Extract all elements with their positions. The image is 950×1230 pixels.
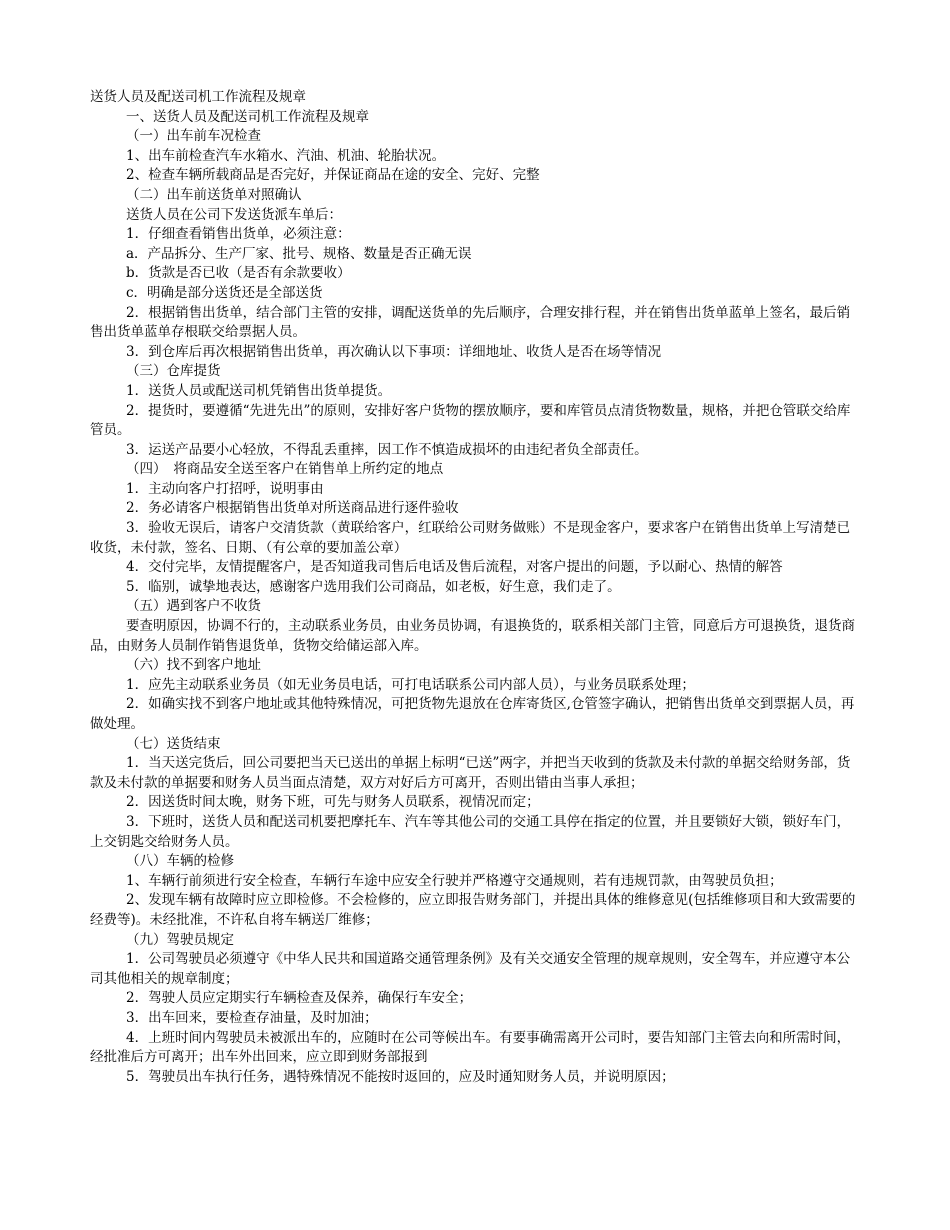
paragraph: 2、检查车辆所载商品是否完好，并保证商品在途的安全、完好、完整 <box>126 167 540 184</box>
document-body <box>90 88 860 1087</box>
document-title: 送货人员及配送司机工作流程及规章 <box>90 89 306 105</box>
paragraph: 2．根据销售出货单，结合部门主管的安排，调配送货单的先后顺序，合理安排行程，并在销售出货单蓝单上签名，最后销售出货单蓝单存根联交给票据人员。 <box>90 304 851 341</box>
paragraph: 送货人员在公司下发送货派车单后： <box>126 206 342 223</box>
section-heading: （六）找不到客户地址 <box>126 657 261 674</box>
section-heading: （一）出车前车况检查 <box>126 128 261 145</box>
paragraph: 4．上班时间内驾驶员未被派出车的，应随时在公司等候出车。有要事确需离开公司时，要告知部门主管去向和所需时间，经批准后方可离开；出车外出回来，应立即到财务部报到 <box>90 1029 851 1066</box>
section-heading: （二）出车前送货单对照确认 <box>126 186 302 203</box>
paragraph: 3．运送产品要小心轻放，不得乱丢重摔，因工作不慎造成损坏的由违纪者负全部责任。 <box>126 441 648 458</box>
paragraph: 1．主动向客户打招呼，说明事由 <box>126 480 324 497</box>
paragraph: 2、发现车辆有故障时应立即检修。不会检修的，应立即报告财务部门，并提出具体的维修意见(包括维修项目和大致需要的经费等)。未经批准，不许私自将车辆送厂维修； <box>90 892 856 928</box>
section-heading: （九）驾驶员规定 <box>126 931 234 948</box>
paragraph: 1．送货人员或配送司机凭销售出货单提货。 <box>126 382 392 399</box>
main-heading: 一、送货人员及配送司机工作流程及规章 <box>126 108 369 125</box>
paragraph: 1．仔细查看销售出货单，必须注意： <box>126 226 351 243</box>
paragraph: 1、车辆行前须进行安全检查，车辆行车途中应安全行驶并严格遵守交通规则，若有违规罚款，由驾驶员负担； <box>126 872 783 889</box>
paragraph: 5．临别，诚挚地表达，感谢客户选用我们公司商品，如老板，好生意，我们走了。 <box>126 578 621 595</box>
paragraph: 要查明原因，协调不行的，主动联系业务员，由业务员协调，有退换货的，联系相关部门主管，同意后方可退换货，退货商品，由财务人员制作销售退货单，货物交给储运部入库。 <box>90 618 855 654</box>
paragraph: 3．出车回来，要检查存油量，及时加油； <box>126 1009 378 1026</box>
paragraph: 2．如确实找不到客户地址或其他特殊情况，可把货物先退放在仓库寄货区,仓管签字确认，把销售出货单交到票据人员，再做处理。 <box>90 696 855 732</box>
paragraph: 1．当天送完货后，回公司要把当天已送出的单据上标明“已送”两字，并把当天收到的货款及未付款的单据交给财务部，货款及未付款的单据要和财务人员当面点清楚，双方对好后方可离开，否则出错由当事人承担； <box>90 755 851 791</box>
paragraph: b．货款是否已收（是否有余款要收） <box>126 265 351 282</box>
section-heading: （八）车辆的检修 <box>126 853 234 870</box>
section-heading: （三）仓库提货 <box>126 363 221 380</box>
section-heading: （七）送货结束 <box>126 735 221 752</box>
paragraph: 3．到仓库后再次根据销售出货单，再次确认以下事项：详细地址、收货人是否在场等情况 <box>126 343 662 360</box>
paragraph: 3．下班时，送货人员和配送司机要把摩托车、汽车等其他公司的交通工具停在指定的位置，并且要锁好大锁，锁好车门，上交钥匙交给财务人员。 <box>90 813 851 850</box>
paragraph: 1、出车前检查汽车水箱水、汽油、机油、轮胎状况。 <box>126 147 446 164</box>
paragraph: 3．验收无误后，请客户交清货款（黄联给客户，红联给公司财务做账）不是现金客户，要求客户在销售出货单上写清楚已收货，未付款，签名、日期、（有公章的要加盖公章） <box>90 520 851 556</box>
paragraph: 1．应先主动联系业务员（如无业务员电话，可打电话联系公司内部人员），与业务员联系处理； <box>126 676 695 693</box>
section-heading: （五）遇到客户不收货 <box>126 598 261 615</box>
paragraph: 2．务必请客户根据销售出货单对所送商品进行逐件验收 <box>126 500 459 517</box>
paragraph: 2．驾驶人员应定期实行车辆检查及保养，确保行车安全； <box>126 990 473 1007</box>
paragraph: 1．公司驾驶员必须遵守《中华人民共和国道路交通管理条例》及有关交通安全管理的规章规则，安全驾车，并应遵守本公司其他相关的规章制度； <box>90 951 851 987</box>
paragraph: 5．驾驶员出车执行任务，遇特殊情况不能按时返回的，应及时通知财务人员，并说明原因； <box>126 1068 675 1085</box>
paragraph: c．明确是部分送货还是全部送货 <box>126 284 323 301</box>
paragraph: 2．因送货时间太晚，财务下班，可先与财务人员联系，视情况而定； <box>126 794 540 811</box>
paragraph: a．产品拆分、生产厂家、批号、规格、数量是否正确无误 <box>126 245 472 262</box>
section-heading: （四） 将商品安全送至客户在销售单上所约定的地点 <box>126 461 444 478</box>
paragraph: 4．交付完毕，友情提醒客户，是否知道我司售后电话及售后流程，对客户提出的问题，予以耐心、热情的解答 <box>126 559 783 576</box>
paragraph: 2．提货时，要遵循“先进先出”的原则，安排好客户货物的摆放顺序，要和库管员点清货物数量，规格，并把仓管联交给库管员。 <box>90 402 851 439</box>
